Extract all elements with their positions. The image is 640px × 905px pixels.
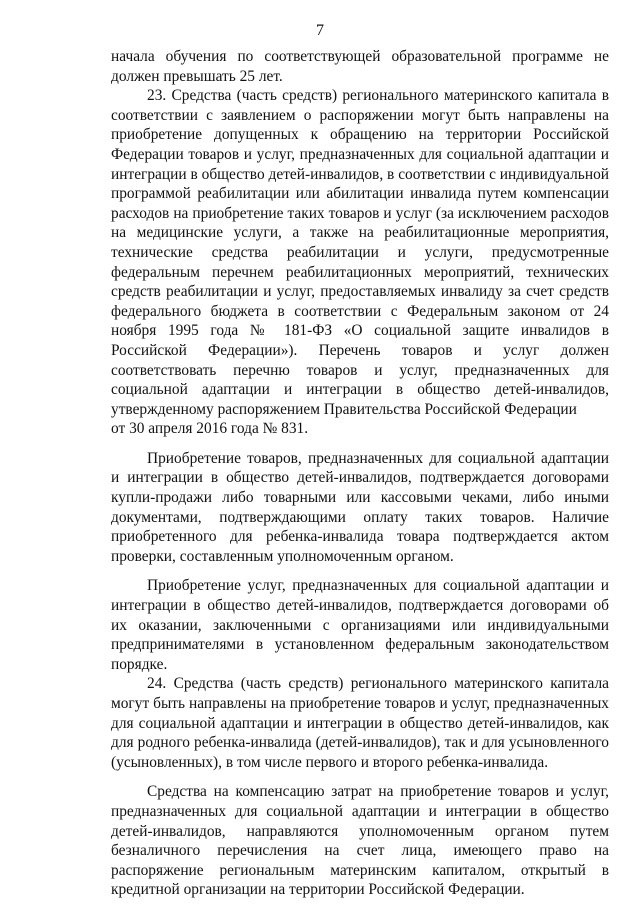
paragraph-services-purchase: Приобретение услуг, предназначенных для социальной адаптации и интеграции в общество детей-инвалидов, подтверждается договорами об их оказании, заключенными с организациями или индивидуальными предпринимателями в установленном федеральным законодательством порядке. bbox=[111, 577, 609, 673]
paragraph-continuation: начала обучения по соответствующей образовательной программе не должен превышать 25 лет. bbox=[111, 48, 609, 85]
paragraph-compensation: Средства на компенсацию затрат на приобретение товаров и услуг, предназначенных для социальной адаптации и интеграции в общество детей-инвалидов, направляются уполномоченным органом путем безналичного перечисления на счет лица, имеющего право на распоряжение региональным материнским капиталом, открытый в кредитной организации на территории Российской Федерации. bbox=[111, 783, 609, 899]
paragraph-item-24: 24. Средства (часть средств) регионального материнского капитала могут быть направлены на приобретение товаров и услуг, предназначенных для социальной адаптации и интеграции в общество детей-инвалидов, как для родного ребенка-инвалида (детей-инвалидов), так и для усыновленного (усыновленных), в том числе первого и второго ребенка-инвалида. bbox=[111, 675, 609, 771]
document-body bbox=[111, 47, 609, 900]
paragraph-order-date: от 30 апреля 2016 года № 831. bbox=[111, 420, 309, 438]
paragraph-goods-purchase: Приобретение товаров, предназначенных для социальной адаптации и интеграции в общество детей-инвалидов, подтверждается договорами купли-продажи либо товарными или кассовыми чеками, либо иными документами, подтверждающими оплату таких товаров. Наличие приобретенного для ребенка-инвалида товара подтверждается актом проверки, составленным уполномоченным органом. bbox=[111, 449, 609, 565]
paragraph-item-23: 23. Средства (часть средств) регионального материнского капитала в соответствии с заявлением о распоряжении могут быть направлены на приобретение допущенных к обращению на территории Российской Федерации товаров и услуг, предназначенных для социальной адаптации и интеграции в общество детей-инвалидов, в соответствии с индивидуальной программой реабилитации или абилитации инвалида путем компенсации расходов на приобретение таких товаров и услуг (за исключением расходов на медицинские услуги, а также на реабилитационные мероприятия, технические средства реабилитации и услуги, предусмотренные федеральным перечнем реабилитационных мероприятий, технических средств реабилитации и услуг, предоставляемых инвалиду за счет средств федерального бюджета в соответствии с Федеральным законом от 24 ноября 1995 года № 181-ФЗ «О социальной защите инвалидов в Российской Федерации»). Перечень товаров и услуг должен соответствовать перечню товаров и услуг, предназначенных для социальной адаптации и интеграции в общество детей-инвалидов, утвержденному распоряжением Правительства Российской Федерации bbox=[111, 87, 609, 418]
page-number: 7 bbox=[316, 22, 324, 39]
